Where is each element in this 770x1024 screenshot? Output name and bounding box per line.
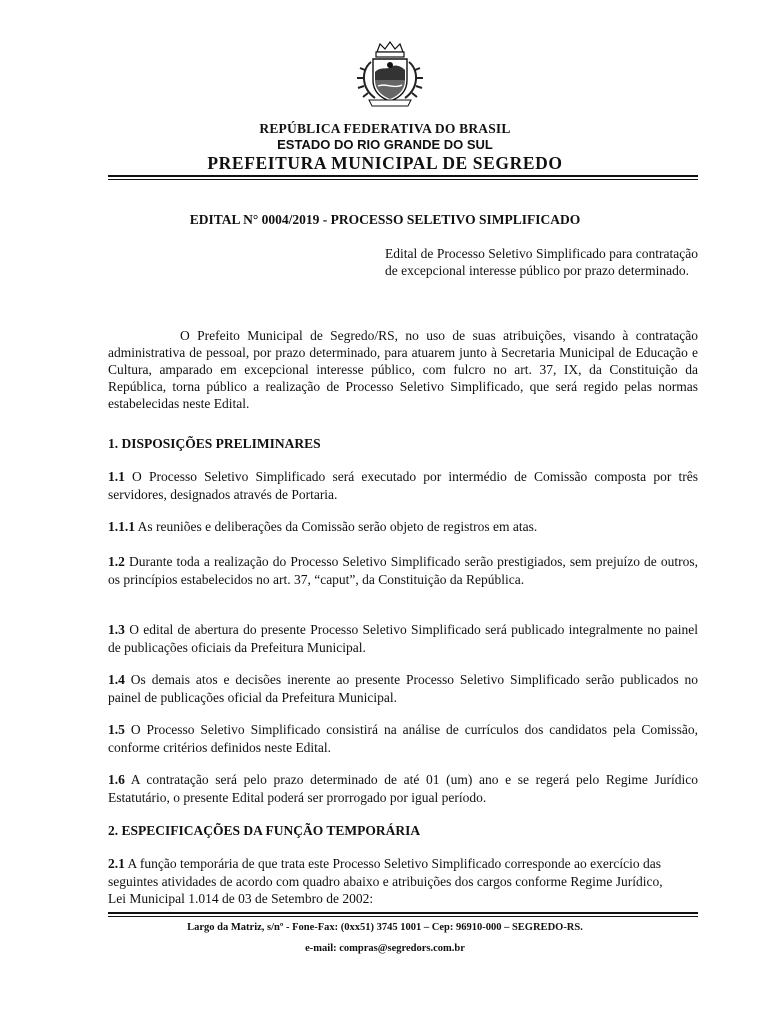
clause-1-6 [108, 771, 698, 806]
clause-1-1 [108, 468, 698, 503]
clause-1-5 [108, 721, 698, 756]
clause-text: Os demais atos e decisões inerente ao presente Processo Seletivo Simplificado serão publicados no painel de publicações oficial da Prefeitura Municipal. [108, 672, 699, 705]
footer-email: e-mail: compras@segredors.com.br [305, 943, 465, 954]
clause-number: 1.4 [108, 672, 125, 687]
clause-text: O Processo Seletivo Simplificado será executado por intermédio de Comissão composta por três servidores, designados através de Portaria. [108, 469, 698, 502]
clause-1-4 [108, 671, 698, 706]
clause-number: 1.2 [108, 554, 125, 569]
header-divider-thick [108, 175, 698, 177]
header-prefeitura: PREFEITURA MUNICIPAL DE SEGREDO [207, 153, 563, 173]
section-2-title: 2. ESPECIFICAÇÕES DA FUNÇÃO TEMPORÁRIA [108, 823, 421, 838]
clause-text: O Processo Seletivo Simplificado consistirá na análise de currículos dos candidatos pela Comissão, conforme critérios definidos neste Edital. [108, 722, 699, 755]
clause-1-2 [108, 553, 698, 588]
header-divider-thin [108, 179, 698, 180]
clause-number: 1.5 [108, 722, 125, 737]
clause-number: 1.1 [108, 469, 125, 484]
footer-address: Largo da Matriz, s/nº - Fone-Fax: (0xx51) 3745 1001 – Cep: 96910-000 – SEGREDO-RS. [187, 922, 583, 933]
intro-paragraph: O Prefeito Municipal de Segredo/RS, no uso de suas atribuições, visando à contratação administrativa de pessoal, por prazo determinado, para atuarem junto à Secretaria Municipal de Educação e Cultura, amparado em excepcional interesse público, com fulcro no art. 37, IX, da Constituição da República, torna público a realização de Processo Seletivo Simplificado, que será regido pelas normas estabelecidas neste Edital. [108, 328, 698, 411]
clause-number: 2.1 [108, 856, 125, 871]
edital-title: EDITAL N° 0004/2019 - PROCESSO SELETIVO SIMPLIFICADO [189, 212, 581, 227]
footer-divider-thick [108, 912, 698, 914]
clause-text: A função temporária de que trata este Processo Seletivo Simplificado corresponde ao exercício das seguintes atividades de acordo com quadro abaixo e atribuições dos cargos conforme Regime Jurídico, Lei Municipal 1.014 de 03 de Setembro de 2002: [108, 856, 663, 906]
clause-text: A contratação será pelo prazo determinado de até 01 (um) ano e se regerá pelo Regime Jurídico Estatutário, o presente Edital poderá ser prorrogado por igual período. [108, 772, 699, 805]
clause-text: As reuniões e deliberações da Comissão serão objeto de registros em atas. [137, 519, 538, 534]
clause-1-1-1 [108, 518, 698, 536]
clause-2-1 [108, 855, 668, 908]
clause-number: 1.3 [108, 622, 125, 637]
header-state: ESTADO DO RIO GRANDE DO SUL [277, 137, 493, 152]
edital-summary: Edital de Processo Seletivo Simplificado para contratação de excepcional interesse público por prazo determinado. [385, 246, 698, 278]
header-republic: REPÚBLICA FEDERATIVA DO BRASIL [259, 121, 511, 136]
clause-number: 1.1.1 [108, 519, 135, 534]
clause-text: O edital de abertura do presente Processo Seletivo Simplificado será publicado integralmente no painel de publicações oficiais da Prefeitura Municipal. [108, 622, 698, 655]
coat-of-arms-icon [355, 40, 425, 110]
section-1-title: 1. DISPOSIÇÕES PRELIMINARES [108, 436, 321, 451]
clause-text: Durante toda a realização do Processo Seletivo Simplificado serão prestigiados, sem prejuízo de outros, os princípios estabelecidos no art. 37, “caput”, da Constituição da República. [108, 554, 698, 587]
footer-divider-thin [108, 916, 698, 917]
clause-number: 1.6 [108, 772, 125, 787]
clause-1-3 [108, 621, 698, 656]
